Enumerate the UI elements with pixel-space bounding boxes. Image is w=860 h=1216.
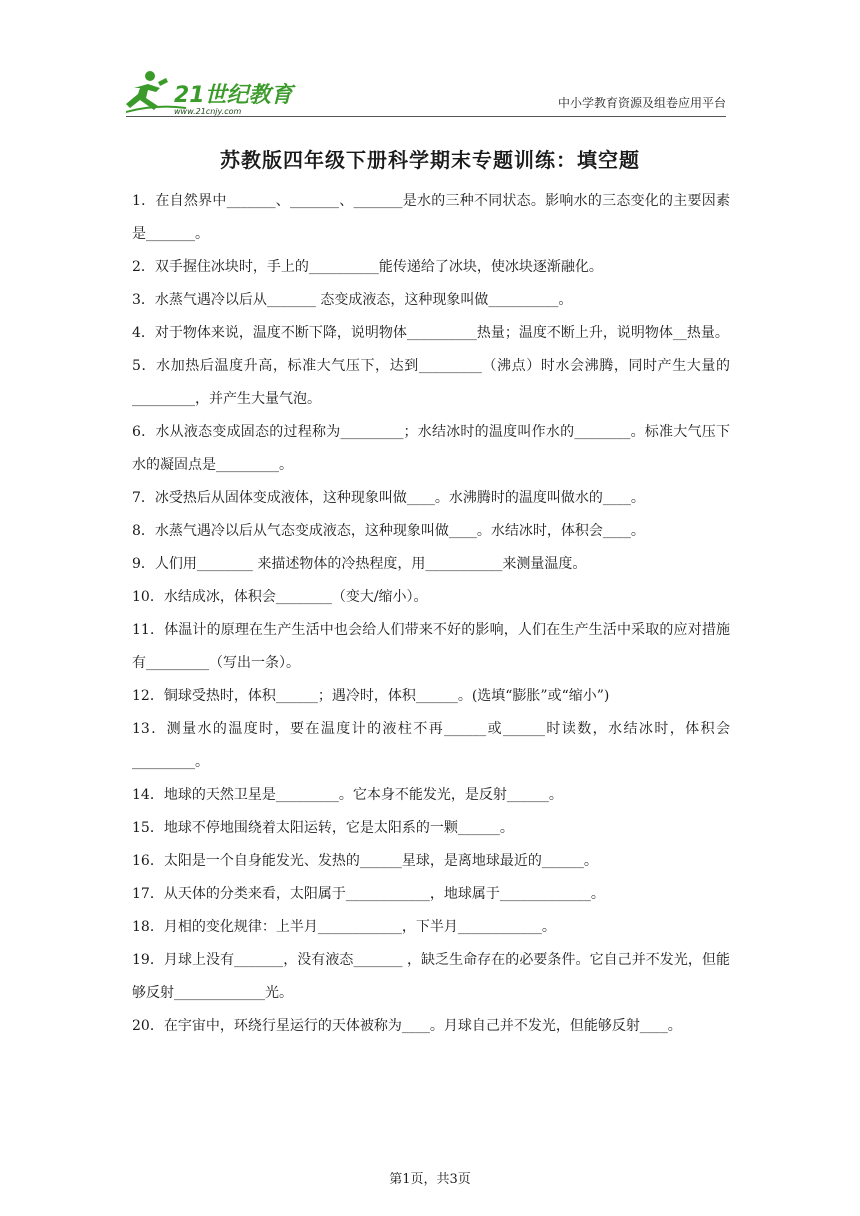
question-item: 11．体温计的原理在生产生活中也会给人们带来不好的影响，人们在生产生活中采取的应对措施有_________（写出一条）。 (132, 622, 730, 671)
platform-name: 中小学教育资源及组卷应用平台 (557, 96, 726, 110)
question-item: 16．太阳是一个自身能发光、发热的______星球，是离地球最近的______。 (132, 853, 598, 869)
question-item: 6．水从液态变成固态的过程称为_________；水结冰时的温度叫作水的________。标准大气压下水的凝固点是_________。 (132, 424, 730, 473)
question-item: 5．水加热后温度升高，标准大气压下，达到_________（沸点）时水会沸腾，同时产生大量的_________，并产生大量气泡。 (132, 358, 730, 407)
page-footer: 第1页，共3页 (389, 1172, 471, 1187)
page-title: 苏教版四年级下册科学期末专题训练：填空题 (220, 148, 640, 172)
question-list (132, 185, 730, 1043)
question-item: 19．月球上没有_______，没有液态_______ ，缺乏生命存在的必要条件。它自己并不发光，但能够反射_____________光。 (132, 952, 730, 1001)
question-item: 13．测量水的温度时，要在温度计的液柱不再______或______时读数，水结冰时，体积会_________。 (132, 721, 730, 770)
logo-url: www.21cnjy.com (174, 107, 242, 116)
question-item: 12．铜球受热时，体积______；遇冷时，体积______。(选填“膨胀”或“缩小”) (132, 688, 610, 704)
question-item: 1．在自然界中_______、_______、_______是水的三种不同状态。影响水的三态变化的主要因素是_______。 (132, 193, 730, 242)
question-item: 14．地球的天然卫星是_________。它本身不能发光，是反射______。 (132, 787, 563, 803)
question-item: 17．从天体的分类来看，太阳属于____________，地球属于_____________。 (132, 886, 605, 902)
question-item: 3．水蒸气遇冷以后从_______ 态变成液态，这种现象叫做__________。 (132, 292, 573, 308)
question-item: 15．地球不停地围绕着太阳运转，它是太阳系的一颗______。 (132, 820, 514, 836)
logo-text: 21世纪教育 (174, 83, 293, 108)
question-item: 7．冰受热后从固体变成液体，这种现象叫做____。水沸腾时的温度叫做水的____。 (132, 490, 645, 506)
question-item: 4．对于物体来说，温度不断下降，说明物体__________热量；温度不断上升，说明物体__热量。 (132, 325, 729, 341)
question-item: 9．人们用________ 来描述物体的冷热程度，用___________来测量温度。 (132, 556, 587, 572)
logo (126, 68, 296, 118)
question-item: 10．水结成冰，体积会________（变大/缩小）。 (132, 589, 428, 605)
question-item: 2．双手握住冰块时，手上的__________能传递给了冰块，使冰块逐渐融化。 (132, 259, 603, 275)
question-item: 20．在宇宙中，环绕行星运行的天体被称为____。月球自己并不发光，但能够反射____。 (132, 1018, 682, 1034)
question-item: 8．水蒸气遇冷以后从气态变成液态，这种现象叫做____。水结冰时，体积会____。 (132, 523, 645, 539)
page-header (126, 64, 726, 117)
question-item: 18．月相的变化规律：上半月____________，下半月____________。 (132, 919, 556, 935)
